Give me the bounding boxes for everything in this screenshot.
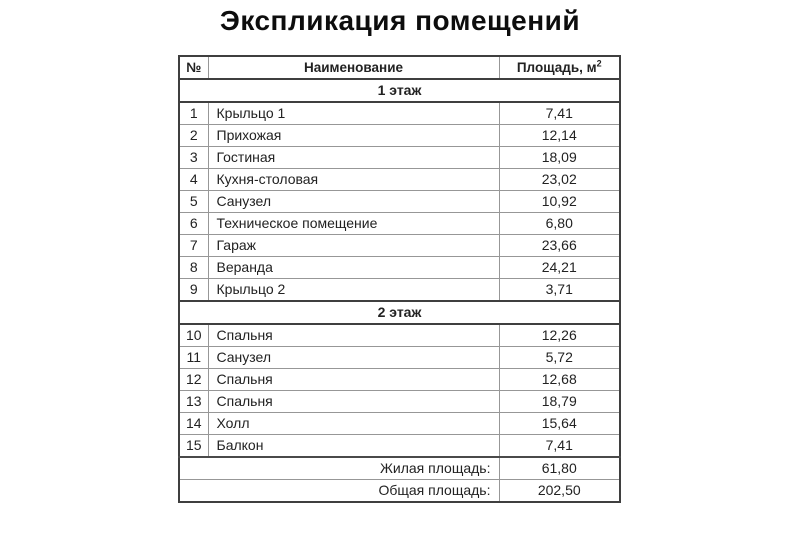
cell-area: 15,64 xyxy=(499,413,620,435)
table-row xyxy=(179,102,620,125)
cell-name: Гостиная xyxy=(208,147,499,169)
header-num: № xyxy=(179,56,208,79)
cell-area: 23,02 xyxy=(499,169,620,191)
cell-name: Балкон xyxy=(208,435,499,458)
cell-area: 3,71 xyxy=(499,279,620,302)
cell-area: 18,09 xyxy=(499,147,620,169)
cell-num: 4 xyxy=(179,169,208,191)
table-row xyxy=(179,213,620,235)
cell-num: 12 xyxy=(179,369,208,391)
total-value: 202,50 xyxy=(499,480,620,503)
table-row xyxy=(179,279,620,302)
cell-name: Санузел xyxy=(208,191,499,213)
cell-num: 10 xyxy=(179,324,208,347)
cell-area: 5,72 xyxy=(499,347,620,369)
table-body xyxy=(179,79,620,502)
total-label: Жилая площадь: xyxy=(179,457,499,480)
header-area-superscript: 2 xyxy=(596,58,602,69)
header-row xyxy=(179,56,620,79)
cell-name: Спальня xyxy=(208,391,499,413)
page-title: Экспликация помещений xyxy=(219,5,581,36)
cell-area: 24,21 xyxy=(499,257,620,279)
cell-name: Гараж xyxy=(208,235,499,257)
table-row xyxy=(179,235,620,257)
cell-num: 2 xyxy=(179,125,208,147)
total-row xyxy=(179,457,620,480)
table-row xyxy=(179,391,620,413)
total-value: 61,80 xyxy=(499,457,620,480)
header-area-text: Площадь, м xyxy=(516,60,597,75)
cell-num: 8 xyxy=(179,257,208,279)
cell-num: 3 xyxy=(179,147,208,169)
cell-num: 1 xyxy=(179,102,208,125)
cell-name: Санузел xyxy=(208,347,499,369)
section-row xyxy=(179,79,620,102)
cell-name: Кухня-столовая xyxy=(208,169,499,191)
cell-area: 12,14 xyxy=(499,125,620,147)
cell-area: 10,92 xyxy=(499,191,620,213)
table-row xyxy=(179,413,620,435)
cell-name: Крыльцо 1 xyxy=(208,102,499,125)
cell-num: 11 xyxy=(179,347,208,369)
cell-area: 12,68 xyxy=(499,369,620,391)
table-row xyxy=(179,369,620,391)
section-label: 2 этаж xyxy=(179,301,620,324)
header-name: Наименование xyxy=(208,56,499,79)
table-row xyxy=(179,147,620,169)
total-row xyxy=(179,480,620,503)
cell-area: 12,26 xyxy=(499,324,620,347)
table-row xyxy=(179,169,620,191)
cell-num: 6 xyxy=(179,213,208,235)
cell-num: 13 xyxy=(179,391,208,413)
cell-name: Спальня xyxy=(208,324,499,347)
header-area xyxy=(499,56,620,79)
table-row xyxy=(179,435,620,458)
table-row xyxy=(179,257,620,279)
cell-name: Холл xyxy=(208,413,499,435)
cell-area: 7,41 xyxy=(499,102,620,125)
cell-area: 23,66 xyxy=(499,235,620,257)
cell-name: Веранда xyxy=(208,257,499,279)
cell-name: Техническое помещение xyxy=(208,213,499,235)
cell-num: 9 xyxy=(179,279,208,302)
section-row xyxy=(179,301,620,324)
section-label: 1 этаж xyxy=(179,79,620,102)
cell-num: 5 xyxy=(179,191,208,213)
cell-area: 18,79 xyxy=(499,391,620,413)
cell-area: 7,41 xyxy=(499,435,620,458)
cell-area: 6,80 xyxy=(499,213,620,235)
table-row xyxy=(179,191,620,213)
cell-name: Спальня xyxy=(208,369,499,391)
explication-table xyxy=(178,55,621,503)
table-row xyxy=(179,324,620,347)
cell-name: Крыльцо 2 xyxy=(208,279,499,302)
table-row xyxy=(179,347,620,369)
total-label: Общая площадь: xyxy=(179,480,499,503)
table-row xyxy=(179,125,620,147)
cell-num: 14 xyxy=(179,413,208,435)
cell-num: 7 xyxy=(179,235,208,257)
cell-num: 15 xyxy=(179,435,208,458)
cell-name: Прихожая xyxy=(208,125,499,147)
